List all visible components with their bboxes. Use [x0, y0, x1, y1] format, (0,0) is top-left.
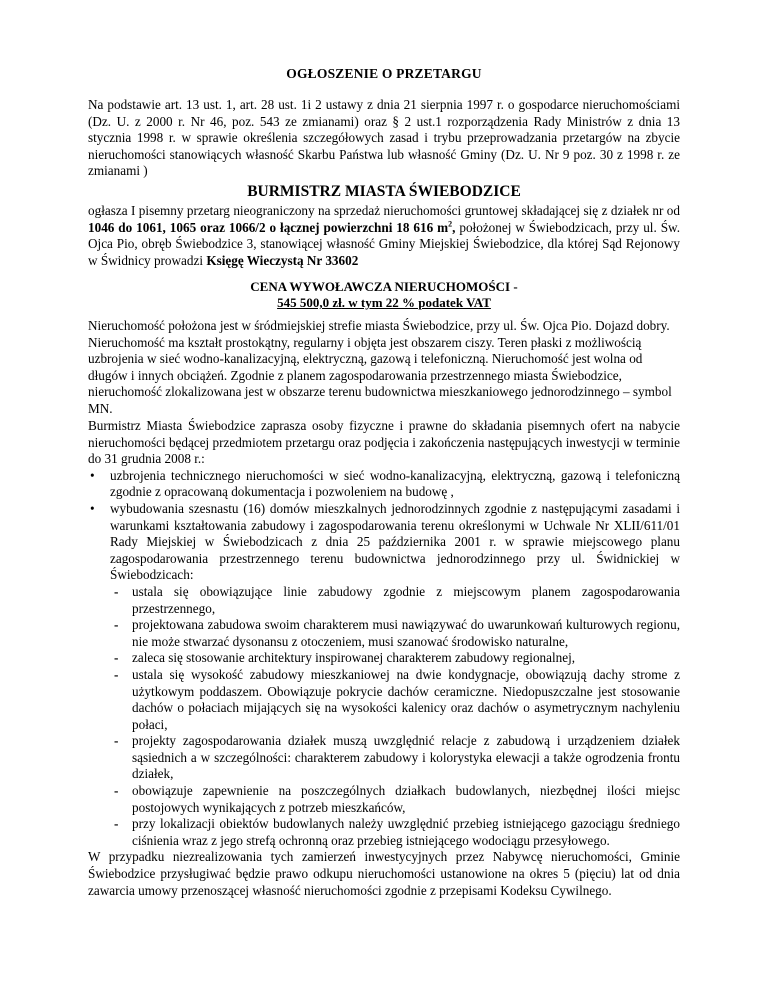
legal-basis-paragraph: Na podstawie art. 13 ust. 1, art. 28 ust. 1i 2 ustawy z dnia 21 sierpnia 1997 r. o gospodarce nieruchomościami (Dz. U. z 2000 r. Nr 46, poz. 543 ze zmianami) oraz § 2 ust.1 rozporządzenia Rady Ministrów z dnia 13 stycznia 1998 r. w sprawie określenia szczegółowych zasad i trybu przeprowadzania przetargów na zbycie nieruchomości stanowiących własność Skarbu Państwa lub własność Gminy (Dz. U. Nr 9 poz. 30 z 1998 r. ze zmianami ) — [88, 97, 680, 179]
condition-item: - obowiązuje zapewnienie na poszczególnych działkach budowlanych, niezbędnej ilości miejsc postojowych wynikających z potrzeb mieszkańców, — [110, 783, 680, 816]
investment-item — [88, 501, 680, 849]
condition-item: - zaleca się stosowanie architektury inspirowanej charakterem zabudowy regionalnej, — [110, 650, 680, 667]
land-register-number: Księgę Wieczystą Nr 33602 — [206, 252, 359, 268]
invitation-paragraph: Burmistrz Miasta Świebodzice zaprasza osoby fizyczne i prawne do składania pisemnych ofert na nabycie nieruchomości będącej przedmiotem przetargu oraz podjęcia i zakończenia następujących inwestycji w terminie do 31 grudnia 2008 r.: — [88, 418, 680, 467]
mayor-heading: BURMISTRZ MIASTA ŚWIEBODZICE — [247, 183, 521, 200]
property-description: Nieruchomość położona jest w śródmiejskiej strefie miasta Świebodzice, przy ul. Św. Ojca Pio. Dojazd dobry. Nieruchomość ma kształt prostokątny, regularny i objęta jest obszarem ciszy. Teren płaski z możliwością uzbrojenia w sieć wodno-kanalizacyjną, elektryczną, gazową i telefoniczną. Nieruchomość jest wolna od długów i innych obciążeń. Zgodnie z planem zagospodarowania przestrzennego miasta Świebodzice, nieruchomość zlokalizowana jest w obszarze terenu budownictwa mieszkaniowego jednorodzinnego – symbol MN. — [88, 318, 672, 416]
parcel-numbers: 1046 do 1061, 1065 oraz 1066/2 o łącznej powierzchni 18 616 $m^2$, — [88, 219, 456, 235]
announcement-paragraph — [88, 203, 680, 269]
investment-list — [88, 468, 680, 850]
condition-item: - przy lokalizacji obiektów budowlanych należy uwzględnić przebieg istniejącego gazociągu średniego ciśnienia wraz z jego strefą ochronną oraz przebieg istniejącego wodociągu przesyłowego. — [110, 816, 680, 849]
investment-item: • uzbrojenia technicznego nieruchomości w sieć wodno-kanalizacyjną, elektryczną, gazową i telefoniczną zgodnie z opracowaną dokumentacja i pozwoleniem na budowę , — [88, 468, 680, 501]
announcement-text-1: ogłasza I pisemny przetarg nieograniczony na sprzedaż nieruchomości gruntowej składającej się z działek nr od — [88, 203, 680, 218]
announcement-text-2: położonej w Świebodzicach, przy ul. Św. Ojca Pio, obręb Świebodzice 3, stanowiącej własność Gminy Miejskiej Świebodzice, dla której Sąd Rejonowy w Świdnicy prowadzi — [88, 219, 680, 268]
document-title: OGŁOSZENIE O PRZETARGU — [286, 66, 482, 81]
condition-item: - projekty zagospodarowania działek muszą uwzględnić relacje z zabudową i urządzeniem działek sąsiednich a w szczególności: charakterem zabudowy i kolorystyka elewacji a także ogrodzenia frontu działek, — [110, 733, 680, 783]
invitation-section — [88, 418, 680, 899]
building-conditions-list — [110, 584, 680, 850]
closing-paragraph: W przypadku niezrealizowania tych zamierzeń inwestycyjnych przez Nabywcę nieruchomości, Gminie Świebodzice przysługiwać będzie prawo odkupu nieruchomości ustanowione na okres 5 (pięciu) lat od dnia zawarcia umowy przenoszącej własność nieruchomości zgodnie z przepisami Kodeksu Cywilnego. — [88, 849, 680, 898]
investment-item-text: wybudowania szesnastu (16) domów mieszkalnych jednorodzinnych zgodnie z następującymi zasadami i warunkami kształtowania zabudowy i zagospodarowania terenu określonymi w Uchwale Nr XLII/611/01 Rady Miejskiej w Świebodzicach z dnia 25 października 2001 r. w sprawie miejscowego planu zagospodarowania przestrzennego terenu budownictwa jednorodzinnego przy ul. Świdnickiej w Świebodzicach: — [110, 500, 680, 583]
starting-price-label: CENA WYWOŁAWCZA NIERUCHOMOŚCI - — [250, 279, 518, 294]
area-unit-superscript: 2 — [448, 219, 453, 229]
condition-item: - ustala się obowiązujące linie zabudowy zgodnie z miejscowym planem zagospodarowania przestrzennego, — [110, 584, 680, 617]
condition-item: - ustala się wysokość zabudowy mieszkaniowej na dwie kondygnacje, obowiązują dachy strome z użytkowym poddaszem. Obowiązuje pokrycie dachów ceramiczne. Niedopuszczalne jest stosowanie dachów o połaciach mijających się na wysokości kalenicy oraz dachów o asymetrycznym nachyleniu połaci, — [110, 667, 680, 733]
condition-item: - projektowana zabudowa swoim charakterem musi nawiązywać do uwarunkowań kulturowych regionu, nie może stwarzać dysonansu z otoczeniem, musi szanować środowisko naturalne, — [110, 617, 680, 650]
starting-price — [0, 279, 768, 311]
starting-price-value: 545 500,0 zł. w tym 22 % podatek VAT — [277, 295, 491, 310]
